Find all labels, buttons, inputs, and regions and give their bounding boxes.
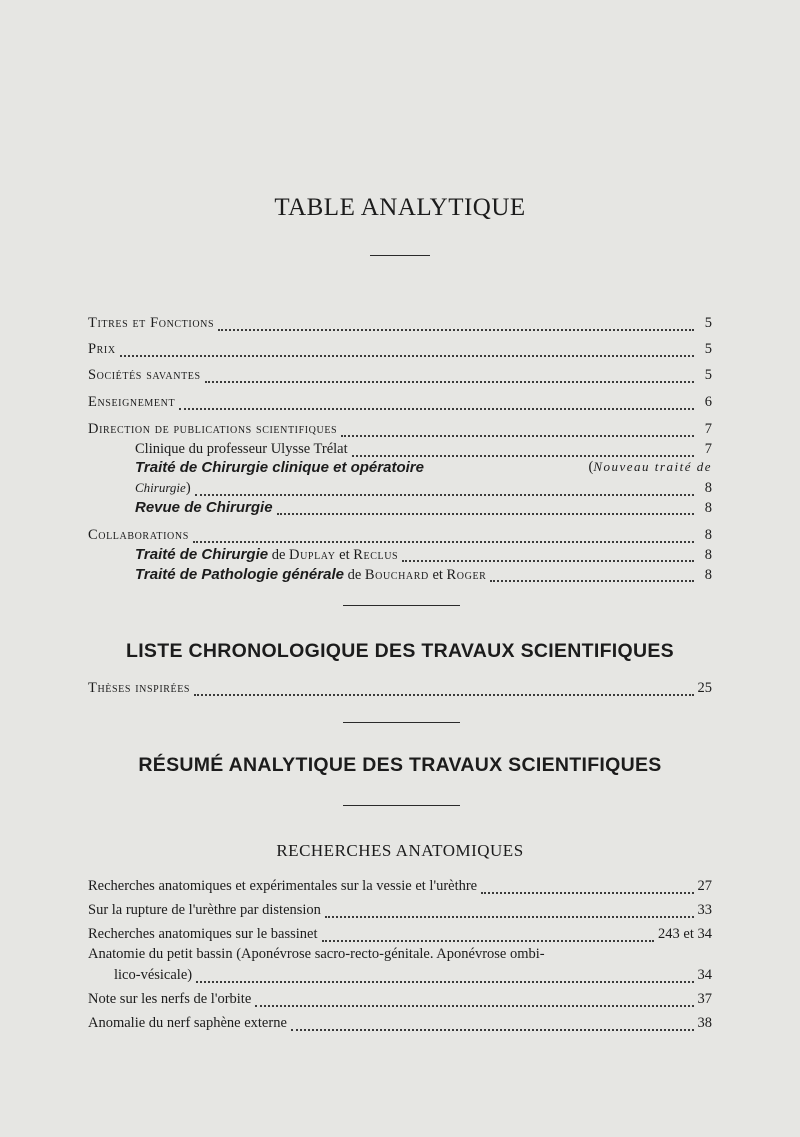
toc-entry[interactable] [88,341,712,361]
toc-entry-page: 7 [704,441,712,457]
dot-leader [195,483,694,496]
toc-entry-label: Traité de Pathologie générale [135,566,344,583]
toc-entry-page: 8 [704,527,712,543]
toc-entry-label: Traité de Chirurgie [135,546,269,563]
toc-entry[interactable] [88,367,712,387]
toc-entry-page: 243 et 34 [658,926,712,942]
section-divider [343,722,460,723]
toc-entry-page: 7 [704,421,712,437]
dot-leader [194,683,693,696]
toc-entry[interactable] [114,967,712,987]
toc-subentry[interactable] [135,480,712,500]
dot-leader [490,569,694,582]
toc-entry[interactable] [88,878,712,898]
author-name: Bouchard [364,567,429,583]
author-name: Duplay [289,547,336,563]
dot-leader [277,502,694,515]
toc-entry-label: Recherches anatomiques sur le bassinet [88,926,318,942]
toc-entry-label: Prix [88,341,116,357]
toc-entry-text: de [268,547,290,563]
toc-entry-page: 8 [704,567,712,583]
toc-entry-label: Sociétés savantes [88,367,201,383]
toc-entry-label: Revue de Chirurgie [135,499,273,516]
toc-entry-page: 6 [704,394,712,410]
dot-leader [291,1018,694,1031]
dot-leader [205,370,694,383]
toc-entry-page: 5 [704,341,712,357]
toc-entry[interactable] [88,902,712,922]
dot-leader [196,970,693,983]
toc-entry-label: Thèses inspirées [88,680,191,696]
toc-subentry[interactable] [135,546,712,566]
toc-entry-label: Clinique du professeur Ulysse Trélat [135,441,348,457]
toc-entry-label: Collaborations [88,527,189,543]
paren-close: ) [185,480,191,496]
author-name: Roger [446,567,487,583]
dot-leader [255,994,693,1007]
toc-entry-label: Titres et Fonctions [88,315,215,331]
toc-entry-label: Anatomie du petit bassin (Aponévrose sacro-recto-génitale. Aponévrose ombi- [88,946,545,962]
section-divider [343,605,460,606]
toc-entry-page: 5 [704,367,712,383]
section-title-chrono: LISTE CHRONOLOGIQUE DES TRAVAUX SCIENTIFIQUES [126,640,674,662]
toc-entry-label: Recherches anatomiques et expérimentales sur la vessie et l'urèthre [88,878,478,894]
toc-entry-page: 25 [697,680,712,696]
section-divider [343,805,460,806]
dot-leader [325,905,694,918]
dot-leader [481,881,693,894]
toc-entry-page: 34 [697,967,712,983]
toc-entry[interactable] [88,421,712,441]
section-title-resume: RÉSUMÉ ANALYTIQUE DES TRAVAUX SCIENTIFIQUES [138,754,662,776]
subsection-title: RECHERCHES ANATOMIQUES [276,841,524,860]
author-name: Reclus [353,547,399,563]
dot-leader [179,397,694,410]
toc-subentry[interactable] [135,441,712,461]
toc-subentry[interactable] [135,499,712,519]
toc-entry-label: Note sur les nerfs de l'orbite [88,991,252,1007]
toc-entry[interactable] [88,527,712,547]
toc-entry-text: et [335,547,354,563]
toc-entry-page: 8 [704,547,712,563]
toc-entry-label: Traité de Chirurgie clinique et opératoire [135,459,424,476]
toc-entry[interactable] [88,926,712,946]
paren-open: ( [588,459,594,475]
toc-entry-note: Chirurgie [135,480,186,495]
title-divider [370,255,430,256]
page-title: TABLE ANALYTIQUE [274,194,526,221]
dot-leader [218,318,694,331]
toc-entry-label: lico-vésicale) [114,967,193,983]
toc-entry-label: Sur la rupture de l'urèthre par distension [88,902,321,918]
toc-entry[interactable] [88,680,712,700]
toc-entry-text: et [428,567,447,583]
dot-leader [193,530,694,543]
toc-entry-note: Nouveau traité de [593,459,712,474]
toc-entry[interactable] [88,315,712,335]
toc-entry-page: 37 [697,991,712,1007]
toc-entry[interactable] [88,394,712,414]
toc-entry-page: 27 [697,878,712,894]
toc-entry-page: 8 [704,500,712,516]
toc-entry-page: 8 [704,480,712,496]
toc-entry-label: Direction de publications scientifiques [88,421,338,437]
toc-subentry-line1[interactable] [135,459,712,476]
toc-entry-page: 38 [697,1015,712,1031]
dot-leader [402,549,694,562]
toc-entry-line1[interactable] [88,946,728,966]
dot-leader [341,424,694,437]
toc-entry[interactable] [88,1015,712,1035]
toc-entry-label: Enseignement [88,394,176,410]
dot-leader [322,929,655,942]
toc-entry-page: 33 [697,902,712,918]
toc-entry[interactable] [88,991,712,1011]
toc-entry-label: Anomalie du nerf saphène externe [88,1015,287,1031]
toc-entry-page: 5 [704,315,712,331]
dot-leader [352,444,694,457]
dot-leader [120,344,694,357]
toc-subentry[interactable] [135,566,712,586]
toc-entry-text: de [343,567,365,583]
